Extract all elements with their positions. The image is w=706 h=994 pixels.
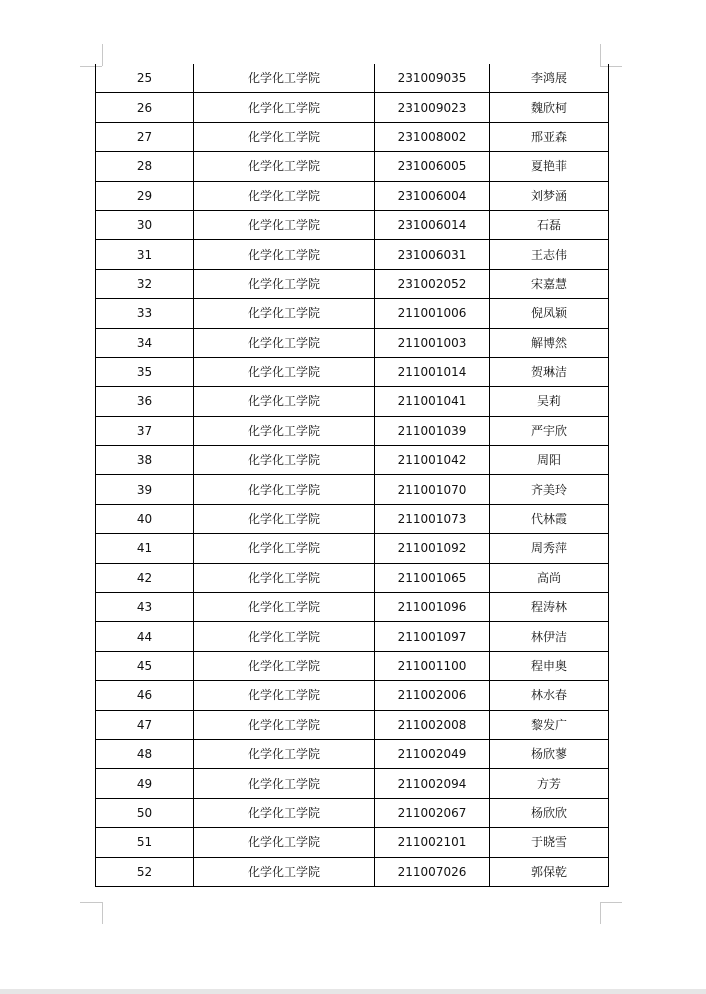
table-row [96, 857, 609, 886]
college-cell: 化学化工学院 [194, 93, 375, 122]
row-number-cell: 35 [96, 357, 194, 386]
row-number-cell: 52 [96, 857, 194, 886]
student-id-cell: 231009023 [375, 93, 490, 122]
student-id-cell: 211001100 [375, 651, 490, 680]
college-cell: 化学化工学院 [194, 593, 375, 622]
college-cell: 化学化工学院 [194, 769, 375, 798]
table-row [96, 798, 609, 827]
college-cell: 化学化工学院 [194, 857, 375, 886]
row-number-cell: 26 [96, 93, 194, 122]
table-row [96, 739, 609, 768]
college-cell: 化学化工学院 [194, 828, 375, 857]
table-row [96, 710, 609, 739]
table-row [96, 504, 609, 533]
row-number-cell: 40 [96, 504, 194, 533]
row-number-cell: 34 [96, 328, 194, 357]
college-cell: 化学化工学院 [194, 387, 375, 416]
table-row [96, 328, 609, 357]
table-row [96, 64, 609, 93]
student-name-cell: 杨欣欣 [490, 798, 609, 827]
college-cell: 化学化工学院 [194, 798, 375, 827]
student-id-cell: 211001097 [375, 622, 490, 651]
student-name-cell: 林伊洁 [490, 622, 609, 651]
student-id-cell: 211002094 [375, 769, 490, 798]
student-name-cell: 齐美玲 [490, 475, 609, 504]
student-name-cell: 宋嘉慧 [490, 269, 609, 298]
student-name-cell: 程涛林 [490, 593, 609, 622]
student-name-cell: 吴莉 [490, 387, 609, 416]
student-name-cell: 高尚 [490, 563, 609, 592]
table-row [96, 593, 609, 622]
student-name-cell: 夏艳菲 [490, 152, 609, 181]
row-number-cell: 48 [96, 739, 194, 768]
student-id-cell: 211001073 [375, 504, 490, 533]
student-id-cell: 211002067 [375, 798, 490, 827]
college-cell: 化学化工学院 [194, 210, 375, 239]
student-id-cell: 231006004 [375, 181, 490, 210]
college-cell: 化学化工学院 [194, 416, 375, 445]
student-name-cell: 周秀萍 [490, 534, 609, 563]
student-id-cell: 231006031 [375, 240, 490, 269]
student-id-cell: 231006005 [375, 152, 490, 181]
student-id-cell: 211002008 [375, 710, 490, 739]
college-cell: 化学化工学院 [194, 299, 375, 328]
table-row [96, 269, 609, 298]
row-number-cell: 25 [96, 64, 194, 93]
row-number-cell: 42 [96, 563, 194, 592]
page-bottom-edge [0, 989, 706, 994]
row-number-cell: 38 [96, 446, 194, 475]
student-id-cell: 211001039 [375, 416, 490, 445]
college-cell: 化学化工学院 [194, 181, 375, 210]
student-id-cell: 211001065 [375, 563, 490, 592]
row-number-cell: 36 [96, 387, 194, 416]
student-name-cell: 方芳 [490, 769, 609, 798]
row-number-cell: 47 [96, 710, 194, 739]
table-row [96, 93, 609, 122]
student-name-cell: 林水春 [490, 681, 609, 710]
college-cell: 化学化工学院 [194, 240, 375, 269]
row-number-cell: 33 [96, 299, 194, 328]
table-row [96, 181, 609, 210]
row-number-cell: 29 [96, 181, 194, 210]
college-cell: 化学化工学院 [194, 504, 375, 533]
table-row [96, 210, 609, 239]
table-row [96, 563, 609, 592]
college-cell: 化学化工学院 [194, 475, 375, 504]
student-id-cell: 231006014 [375, 210, 490, 239]
row-number-cell: 30 [96, 210, 194, 239]
student-id-cell: 211002049 [375, 739, 490, 768]
college-cell: 化学化工学院 [194, 328, 375, 357]
student-name-cell: 魏欣柯 [490, 93, 609, 122]
college-cell: 化学化工学院 [194, 64, 375, 93]
table-row [96, 299, 609, 328]
student-name-cell: 刘梦涵 [490, 181, 609, 210]
college-cell: 化学化工学院 [194, 622, 375, 651]
row-number-cell: 50 [96, 798, 194, 827]
student-name-cell: 黎发广 [490, 710, 609, 739]
row-number-cell: 43 [96, 593, 194, 622]
student-id-cell: 231002052 [375, 269, 490, 298]
table-row [96, 240, 609, 269]
student-name-cell: 倪凤颖 [490, 299, 609, 328]
table-row [96, 769, 609, 798]
table-row [96, 446, 609, 475]
college-cell: 化学化工学院 [194, 122, 375, 151]
roster-body [96, 64, 609, 886]
student-roster-table [95, 64, 609, 887]
college-cell: 化学化工学院 [194, 651, 375, 680]
student-id-cell: 211001070 [375, 475, 490, 504]
student-name-cell: 贺琳洁 [490, 357, 609, 386]
table-row [96, 681, 609, 710]
student-name-cell: 严宇欣 [490, 416, 609, 445]
college-cell: 化学化工学院 [194, 446, 375, 475]
college-cell: 化学化工学院 [194, 357, 375, 386]
student-name-cell: 程申奥 [490, 651, 609, 680]
student-name-cell: 解博然 [490, 328, 609, 357]
college-cell: 化学化工学院 [194, 739, 375, 768]
college-cell: 化学化工学院 [194, 269, 375, 298]
student-id-cell: 211001003 [375, 328, 490, 357]
student-name-cell: 于晓雪 [490, 828, 609, 857]
college-cell: 化学化工学院 [194, 710, 375, 739]
student-id-cell: 211001042 [375, 446, 490, 475]
college-cell: 化学化工学院 [194, 563, 375, 592]
student-name-cell: 周阳 [490, 446, 609, 475]
college-cell: 化学化工学院 [194, 534, 375, 563]
student-id-cell: 211001006 [375, 299, 490, 328]
college-cell: 化学化工学院 [194, 681, 375, 710]
row-number-cell: 37 [96, 416, 194, 445]
table-row [96, 828, 609, 857]
table-row [96, 152, 609, 181]
student-id-cell: 211001014 [375, 357, 490, 386]
student-id-cell: 211001092 [375, 534, 490, 563]
student-id-cell: 211001096 [375, 593, 490, 622]
row-number-cell: 45 [96, 651, 194, 680]
student-name-cell: 杨欣蓼 [490, 739, 609, 768]
row-number-cell: 49 [96, 769, 194, 798]
table-row [96, 387, 609, 416]
row-number-cell: 28 [96, 152, 194, 181]
student-name-cell: 石磊 [490, 210, 609, 239]
table-row [96, 416, 609, 445]
row-number-cell: 27 [96, 122, 194, 151]
student-name-cell: 李鸿展 [490, 64, 609, 93]
table-row [96, 122, 609, 151]
row-number-cell: 44 [96, 622, 194, 651]
student-id-cell: 211001041 [375, 387, 490, 416]
row-number-cell: 41 [96, 534, 194, 563]
row-number-cell: 51 [96, 828, 194, 857]
student-id-cell: 231009035 [375, 64, 490, 93]
row-number-cell: 32 [96, 269, 194, 298]
student-id-cell: 231008002 [375, 122, 490, 151]
table-row [96, 622, 609, 651]
student-name-cell: 代林霞 [490, 504, 609, 533]
table-row [96, 357, 609, 386]
table-row [96, 534, 609, 563]
row-number-cell: 31 [96, 240, 194, 269]
student-id-cell: 211002006 [375, 681, 490, 710]
table-row [96, 475, 609, 504]
student-name-cell: 郭保乾 [490, 857, 609, 886]
student-id-cell: 211007026 [375, 857, 490, 886]
student-id-cell: 211002101 [375, 828, 490, 857]
row-number-cell: 39 [96, 475, 194, 504]
student-name-cell: 邢亚森 [490, 122, 609, 151]
college-cell: 化学化工学院 [194, 152, 375, 181]
student-name-cell: 王志伟 [490, 240, 609, 269]
table-row [96, 651, 609, 680]
row-number-cell: 46 [96, 681, 194, 710]
